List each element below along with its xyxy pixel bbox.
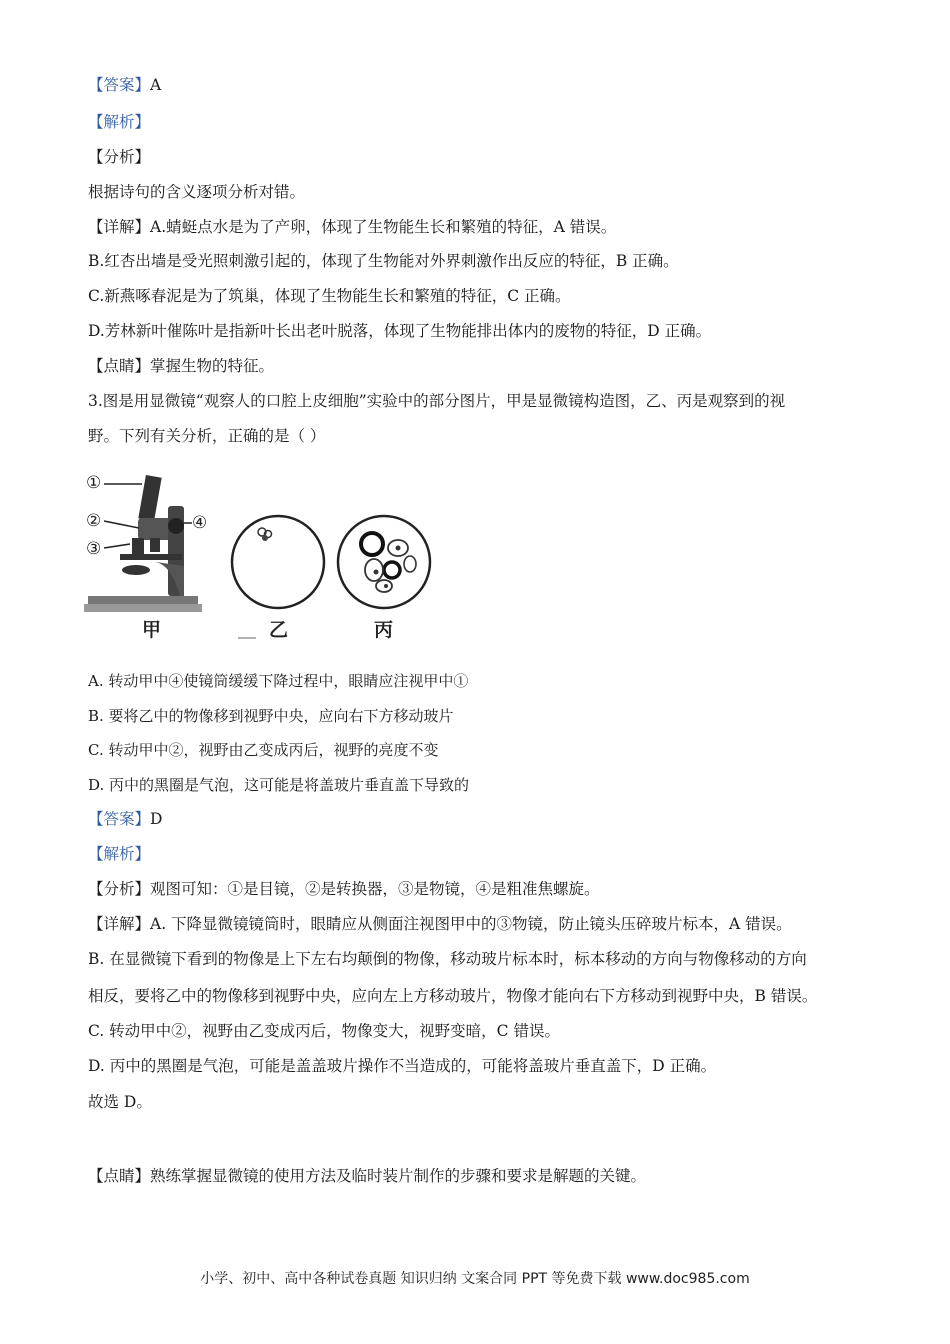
detail2-d: D. 丙中的黑圈是气泡，可能是盖盖玻片操作不当造成的，可能将盖玻片垂直盖下，D 正确。 [88, 1057, 717, 1075]
marker-3: ③ [86, 539, 102, 559]
answer-line-2 [88, 808, 162, 830]
marker-2: ② [86, 511, 102, 531]
fenxi-2: 【分析】观图可知：①是目镜，②是转换器，③是物镜，④是粗准焦螺旋。 [88, 880, 600, 898]
detail-c: C.新燕啄春泥是为了筑巢，体现了生物能生长和繁殖的特征，C 正确。 [88, 287, 571, 305]
detail2-b-2: 相反，要将乙中的物像移到视野中央，应向左上方移动玻片，物像才能向右下方移动到视野中央，B 错误。 [88, 987, 818, 1005]
choose-d: 故选 D。 [88, 1093, 152, 1111]
answer-tag: 【答案】 [88, 76, 151, 94]
bing-cells [361, 533, 416, 592]
question-line-2: 野。下列有关分析，正确的是（ ） [88, 427, 326, 445]
fenxi-heading: 【分析】 [88, 148, 151, 166]
page-footer: 小学、初中、高中各种试卷真题 知识归纳 文案合同 PPT 等免费下载 www.doc985.com [200, 1271, 750, 1287]
dianjing-2: 【点睛】熟练掌握显微镜的使用方法及临时装片制作的步骤和要求是解题的关键。 [88, 1167, 647, 1185]
dianjing-1: 【点睛】掌握生物的特征。 [88, 357, 275, 375]
answer-tag-2: 【答案】 [88, 810, 151, 828]
answer-line-1 [88, 74, 161, 96]
marker-4: ④ [192, 513, 208, 533]
detail2-b-1: B. 在显微镜下看到的物像是上下左右均颠倒的物像，移动玻片标本时，标本移动的方向与物像移动的方向 [88, 950, 807, 968]
option-b: B. 要将乙中的物像移到视野中央，应向右下方移动玻片 [88, 707, 454, 725]
figure-svg [84, 466, 444, 648]
option-c: C. 转动甲中②，视野由乙变成丙后，视野的亮度不变 [88, 741, 439, 759]
detail-a: 【详解】A.蜻蜓点水是为了产卵，体现了生物能生长和繁殖的特征，A 错误。 [88, 218, 617, 236]
yi-cells [258, 528, 272, 541]
detail2-a: 【详解】A. 下降显微镜镜筒时，眼睛应从侧面注视图甲中的③物镜，防止镜头压碎玻片标本，A 错误。 [88, 915, 792, 933]
answer-value: A [150, 76, 162, 94]
microscope-drawing [84, 475, 202, 612]
analysis-heading: 【解析】 [88, 113, 151, 131]
detail-d: D.芳林新叶催陈叶是指新叶长出老叶脱落，体现了生物能排出体内的废物的特征，D 正确。 [88, 322, 712, 340]
label-yi: 乙 [269, 619, 289, 641]
detail2-c: C. 转动甲中②，视野由乙变成丙后，物像变大，视野变暗，C 错误。 [88, 1022, 560, 1040]
detail-b: B.红杏出墙是受光照刺激引起的，体现了生物能对外界刺激作出反应的特征，B 正确。 [88, 252, 679, 270]
fenxi-text: 根据诗句的含义逐项分析对错。 [88, 183, 306, 201]
answer-value-2: D [150, 810, 163, 828]
microscope-figure [84, 466, 444, 648]
analysis-heading-2: 【解析】 [88, 845, 151, 863]
label-bing: 丙 [374, 619, 394, 641]
option-d: D. 丙中的黑圈是气泡，这可能是将盖玻片垂直盖下导致的 [88, 776, 470, 794]
question-line-1: 3.图是用显微镜“观察人的口腔上皮细胞”实验中的部分图片，甲是显微镜构造图，乙、丙是观察到的视 [88, 392, 786, 410]
view-yi-circle [232, 516, 324, 608]
marker-1: ① [86, 473, 102, 493]
label-jia: 甲 [142, 619, 162, 641]
option-a: A. 转动甲中④使镜筒缓缓下降过程中，眼睛应注视甲中① [88, 672, 469, 690]
